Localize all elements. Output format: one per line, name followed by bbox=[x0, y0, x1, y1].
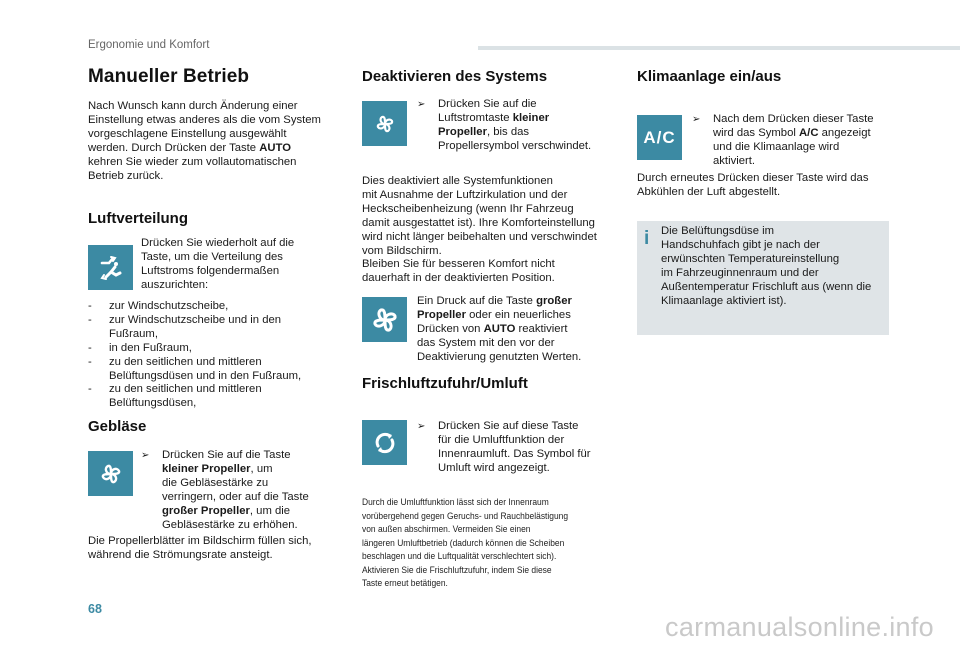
page-number: 68 bbox=[88, 602, 102, 616]
step-marker-icon: ➢ bbox=[417, 99, 426, 110]
umluft-step: ➢ Drücken Sie auf diese Taste für die Umluftfunktion der Innenraumluft. Das Symbol für Umluft wird angezeigt. bbox=[417, 420, 591, 474]
header-bar bbox=[478, 46, 960, 50]
distribution-list bbox=[88, 300, 338, 411]
list-item: - zu den seitlichen und mittleren Belüftungsdüsen, bbox=[88, 383, 338, 411]
umluft-note: Durch die Umluftfunktion lässt sich der Innenraum vorübergehend gegen Geruchs- und Rauchbelästigung von außen abschirmen. Vermeiden Sie einen längeren Umluftbetrieb (dadurch können die Scheiben beschlagen und die Luftqualität verschlechtert sich). Aktivieren Sie die Frischluftzufuhr, indem Sie diese Taste erneut betätigen. bbox=[362, 497, 569, 589]
info-icon: i bbox=[644, 228, 650, 249]
info-box bbox=[637, 221, 889, 335]
section-label: Ergonomie und Komfort bbox=[88, 39, 210, 51]
ac-after-text: Durch erneutes Drücken dieser Taste wird das Abkühlen der Luft abgestellt. bbox=[637, 172, 869, 198]
small-fan-icon[interactable] bbox=[362, 101, 407, 146]
luft-text: Drücken Sie wiederholt auf die Taste, um die Verteilung des Luftstroms folgendermaßen auszurichten: bbox=[141, 237, 295, 291]
step-marker-icon: ➢ bbox=[141, 450, 150, 461]
ac-icon[interactable]: A/C bbox=[637, 115, 682, 160]
geblaese-step: ➢ Drücken Sie auf die Taste kleiner Propeller, um die Gebläsestärke zu verringern, oder auf die Taste großer Propeller, um die Gebläsestärke zu erhöhen. bbox=[141, 449, 309, 531]
large-fan-icon[interactable] bbox=[362, 297, 407, 342]
recirculation-icon[interactable] bbox=[362, 420, 407, 465]
step-marker-icon: ➢ bbox=[417, 421, 426, 432]
geblaese-after-text: Die Propellerblätter im Bildschirm füllen sich, während die Strömungsrate ansteigt. bbox=[88, 535, 312, 561]
deaktivieren-paragraph: Dies deaktiviert alle Systemfunktionen mit Ausnahme der Luftzirkulation und der Heckscheibenheizung (wenn Ihr Fahrzeug damit ausgestattet ist). Ihre Komforteinstellung wird nicht länger beibehalten und verschwindet vom Bildschirm. Bleiben Sie für besseren Komfort nicht dauerhaft in der deaktivierten Position. bbox=[362, 175, 597, 285]
ac-step: ➢ Nach dem Drücken dieser Taste wird das Symbol A/C angezeigt und die Klimaanlage wird aktiviert. bbox=[692, 113, 874, 167]
klimaanlage-heading: Klimaanlage ein/aus bbox=[637, 68, 782, 85]
info-text: Die Belüftungsdüse im Handschuhfach gibt je nach der erwünschten Temperatureinstellung im Fahrzeuginnenraum und der Außentemperatur Frischluft aus (wenn die Klimaanlage aktiviert ist). bbox=[661, 225, 872, 307]
intro-text: Nach Wunsch kann durch Änderung einer Einstellung etwas anderes als die vom System vorgeschlagene Einstellung ausgewählt werden. Durch Drücken der Taste AUTO kehren Sie wieder zum vollautomatischen Betrieb zurück. bbox=[88, 100, 321, 182]
luftverteilung-heading: Luftverteilung bbox=[88, 210, 188, 227]
page-title: Manueller Betrieb bbox=[88, 66, 250, 87]
list-item: - zur Windschutzscheibe und in den Fußraum, bbox=[88, 314, 338, 342]
list-item: - in den Fußraum, bbox=[88, 342, 338, 356]
fan-icon[interactable] bbox=[88, 451, 133, 496]
step-marker-icon: ➢ bbox=[692, 114, 701, 125]
list-item: - zu den seitlichen und mittleren Belüftungsdüsen und in den Fußraum, bbox=[88, 356, 338, 384]
watermark: carmanualsonline.info bbox=[665, 612, 934, 642]
geblaese-heading: Gebläse bbox=[88, 418, 147, 435]
frischluft-heading: Frischluftzufuhr/Umluft bbox=[362, 375, 528, 392]
deaktivieren-heading: Deaktivieren des Systems bbox=[362, 68, 548, 85]
air-distribution-icon[interactable] bbox=[88, 245, 133, 290]
deaktivieren-step: ➢ Drücken Sie auf die Luftstromtaste kleiner Propeller, bis das Propellersymbol verschwindet. bbox=[417, 98, 592, 152]
list-item: - zur Windschutzscheibe, bbox=[88, 300, 338, 314]
reaktivieren-text: Ein Druck auf die Taste großer Propeller oder ein neuerliches Drücken von AUTO reaktiviert das System mit den vor der Deaktivierung genutzten Werten. bbox=[417, 295, 582, 363]
